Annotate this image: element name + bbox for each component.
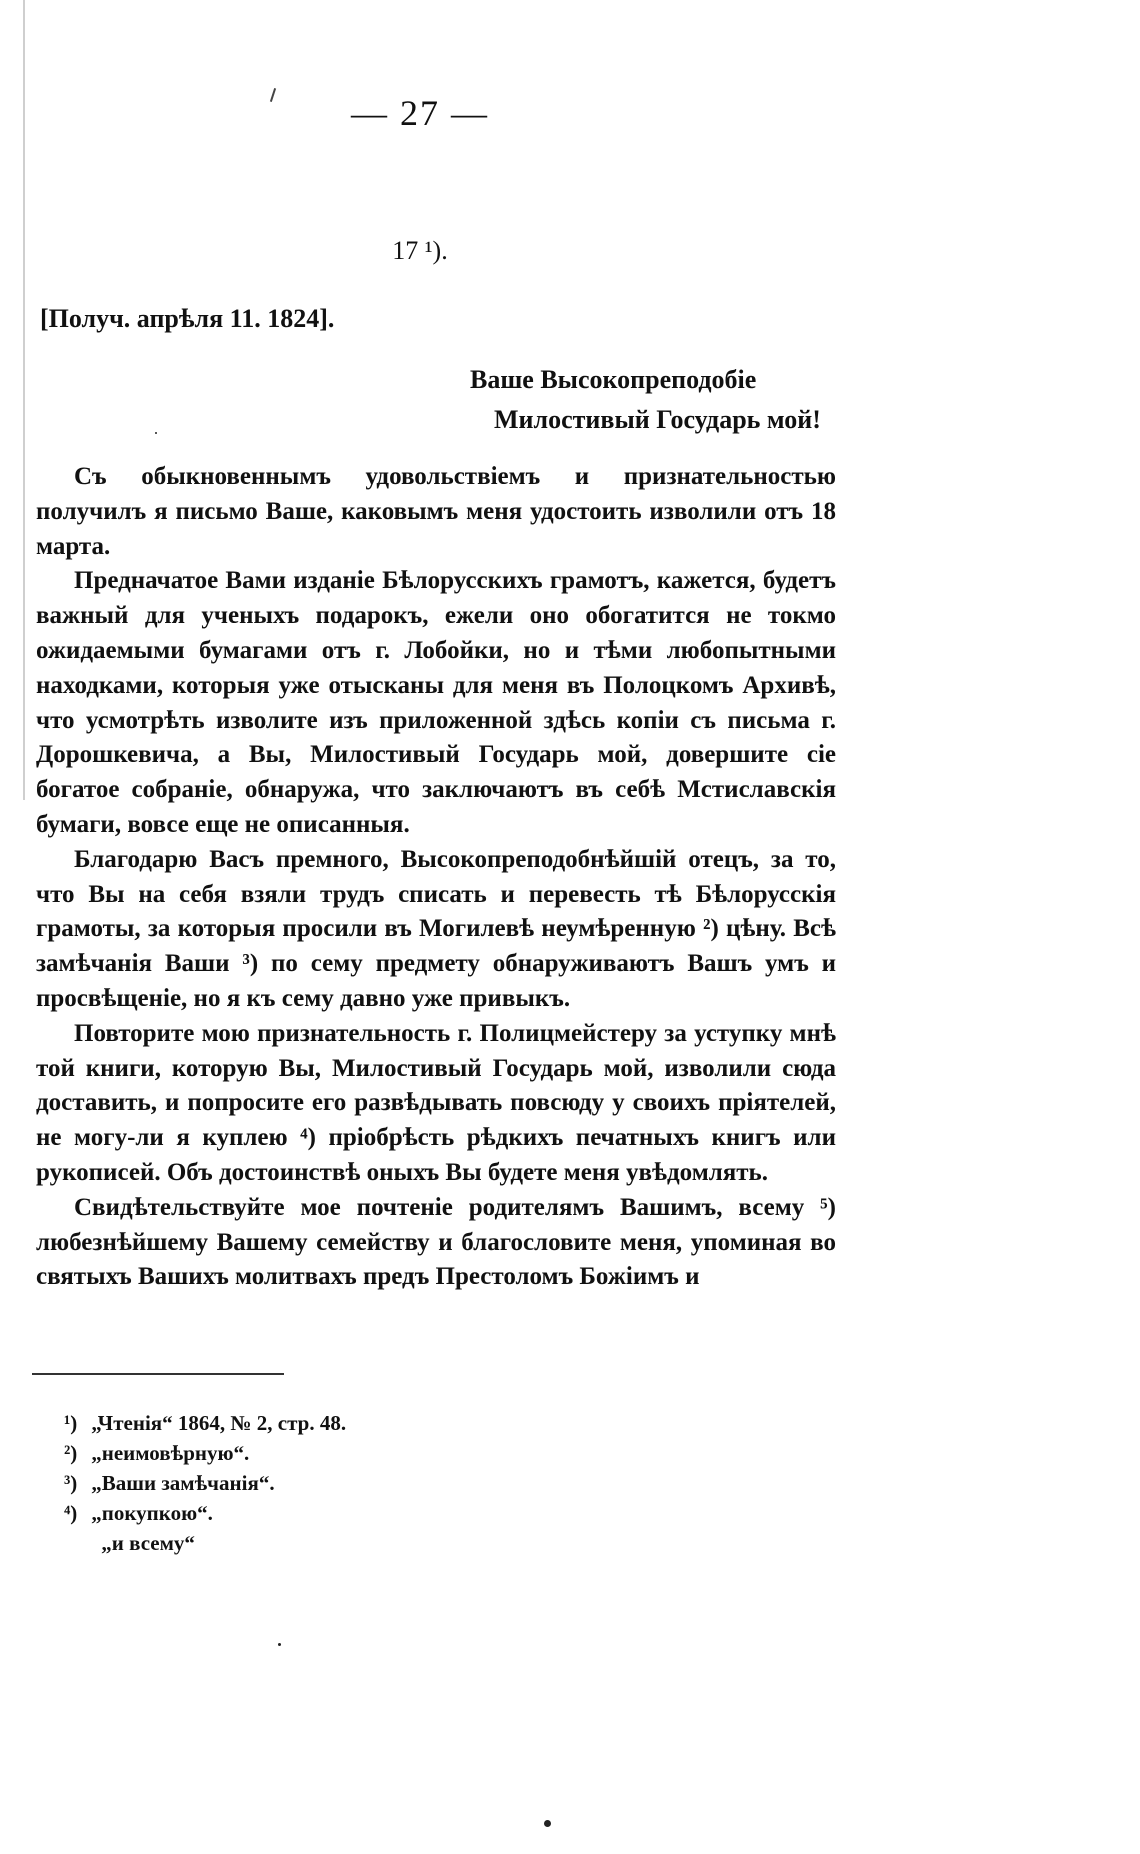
- paragraph: Съ обыкновеннымъ удовольствіемъ и признательностью получилъ я письмо Ваше, каковымъ меня удостоить изволили отъ 18 марта.: [36, 463, 836, 560]
- footnote-marker: ¹): [64, 1411, 78, 1435]
- paragraph: Предначатое Вами изданіе Бѣлорусскихъ грамотъ, кажется, будетъ важный для ученыхъ подарокъ, ежели оно обогатится не токмо ожидаемыми бумагами отъ г. Лобойки, но и тѣми любопытными находками, которыя уже отысканы для меня въ Полоцкомъ Архивѣ, что усмотрѣть изволите изъ приложенной здѣсь копіи съ письма г. Дорошкевича, а Вы, Милостивый Государь мой, довершите сіе богатое собраніе, обнаружа, что заключаютъ въ себѣ Мстиславскія бумаги, вовсе еще не описанныя.: [36, 567, 836, 838]
- footnote-text: „покупкою“.: [91, 1501, 213, 1525]
- paragraph: Свидѣтельствуйте мое почтеніе родителямъ Вашимъ, всему ⁵) любезнѣйшему Вашему семейству и благословите меня, упоминая во святыхъ Вашихъ молитвахъ предъ Престоломъ Божіимъ и: [36, 1193, 836, 1291]
- footnote: [64, 1408, 346, 1438]
- salutation-line-1: Ваше Высокопреподобіе: [470, 365, 757, 394]
- footnote-marker: ³): [64, 1471, 78, 1495]
- salutation-line-2: Милостивый Государь мой!: [494, 405, 821, 434]
- footnote-text: „Чтенія“ 1864, № 2, стр. 48.: [91, 1411, 347, 1435]
- footnote: [64, 1528, 346, 1558]
- scan-speck: [155, 432, 157, 434]
- footnote-marker: ²): [64, 1441, 78, 1465]
- footnote-marker: ⁴): [64, 1501, 78, 1525]
- paragraph: Повторите мою признательность г. Полицмейстеру за уступку мнѣ той книги, которую Вы, Милостивый Государь мой, изволили сюда доставить, и попросите его развѣдывать повсюду у своихъ пріятелей, не могу-ли я куплею ⁴) пріобрѣсть рѣдкихъ печатныхъ книгъ или рукописей. Объ достоинствѣ оныхъ Вы будете меня увѣдомлять.: [36, 1019, 836, 1186]
- footnote: [64, 1468, 346, 1498]
- salutation: [470, 360, 821, 440]
- paragraph: Благодарю Васъ премного, Высокопреподобнѣйшій отецъ, за то, что Вы на себя взяли трудъ списать и перевесть тѣ Бѣлорусскія грамоты, за которыя просили въ Могилевѣ неумѣренную ²) цѣну. Всѣ замѣчанія Ваши ³) по сему предмету обнаруживаютъ Вашъ умъ и просвѣщеніе, но я къ сему давно уже привыкъ.: [36, 845, 836, 1012]
- letter-number: 17 ¹).: [392, 236, 448, 265]
- footnote-text: „Ваши замѣчанія“.: [91, 1471, 275, 1495]
- footnote: [64, 1498, 346, 1528]
- scan-speck: [278, 1643, 281, 1646]
- received-note: [Получ. апрѣля 11. 1824].: [40, 304, 335, 333]
- footnotes: [64, 1408, 346, 1558]
- footnote-text: „неимовѣрную“.: [91, 1441, 250, 1465]
- footnote: [64, 1438, 346, 1468]
- footnote-divider: [32, 1373, 284, 1375]
- footnote-text: „и всему“: [101, 1531, 195, 1555]
- letter-body: [36, 460, 836, 1295]
- scan-speck: [544, 1820, 551, 1827]
- page-number: — 27 —: [351, 93, 489, 133]
